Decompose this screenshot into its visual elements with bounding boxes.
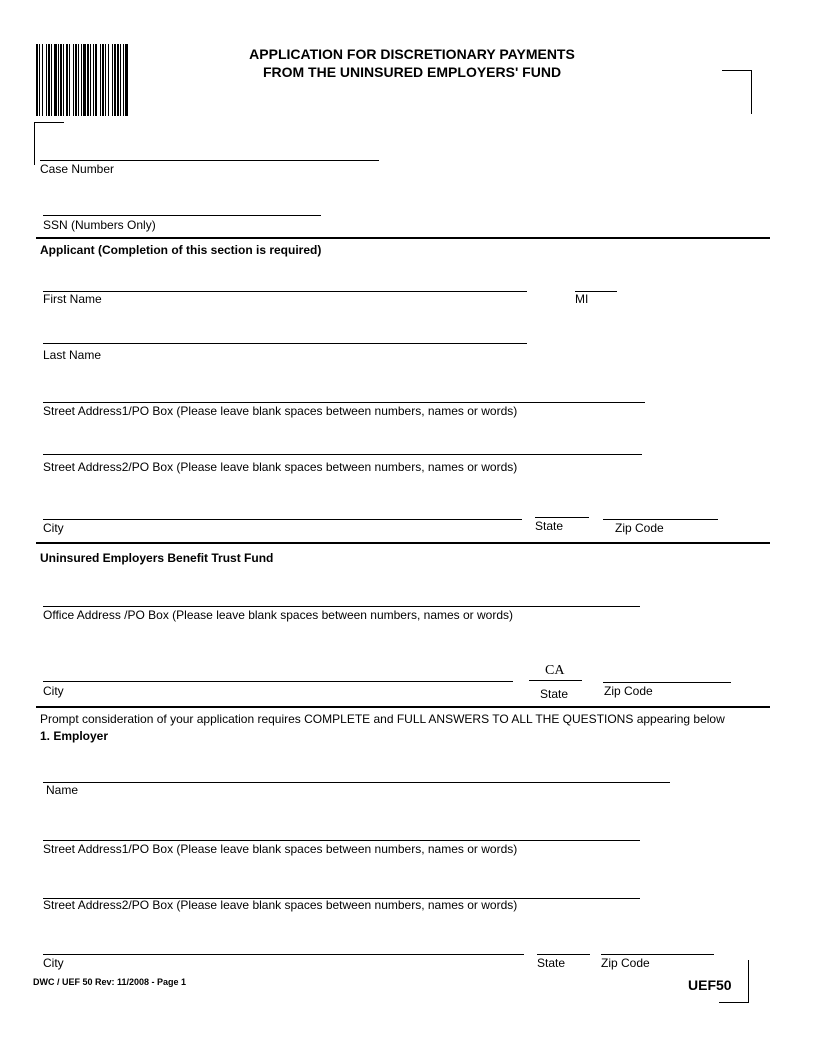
trust-city-field[interactable]: [43, 681, 513, 682]
barcode-bar: [69, 44, 70, 116]
ssn-label: SSN (Numbers Only): [43, 218, 156, 232]
trust-state-field[interactable]: [529, 680, 582, 681]
employer-name-label: Name: [46, 783, 79, 797]
applicant-heading: Applicant (Completion of this section is required): [40, 243, 322, 257]
barcode-bar: [58, 44, 59, 116]
barcode-bar: [95, 44, 97, 116]
barcode-bar: [117, 44, 119, 116]
barcode-bar: [87, 44, 89, 116]
barcode-bar: [46, 44, 47, 116]
employer-heading: 1. Employer: [40, 729, 109, 743]
employer-zip-label: Zip Code: [601, 956, 650, 970]
barcode-bar: [81, 44, 82, 116]
form-title-line2: FROM THE UNINSURED EMPLOYERS' FUND: [262, 64, 562, 80]
section-divider: [36, 237, 770, 239]
barcode-bar: [108, 44, 109, 116]
barcode-bar: [39, 44, 40, 116]
employer-zip-field[interactable]: [601, 954, 714, 955]
barcode-bar: [90, 44, 91, 116]
applicant-street1-field[interactable]: [43, 402, 645, 403]
last-name-label: Last Name: [43, 348, 102, 362]
form-revision-footer: DWC / UEF 50 Rev: 11/2008 - Page 1: [33, 977, 187, 987]
trust-city-label: City: [43, 684, 64, 698]
trust-zip-field[interactable]: [603, 682, 731, 683]
form-code: UEF50: [688, 977, 732, 993]
employer-state-field[interactable]: [537, 954, 590, 955]
applicant-zip-field[interactable]: [603, 519, 718, 520]
applicant-street1-label: Street Address1/PO Box (Please leave blank spaces between numbers, names or words): [43, 404, 518, 418]
barcode-bar: [54, 44, 57, 116]
applicant-street2-label: Street Address2/PO Box (Please leave blank spaces between numbers, names or words): [43, 460, 518, 474]
trust-state-label: State: [540, 687, 569, 701]
applicant-state-field[interactable]: [535, 517, 589, 518]
employer-city-label: City: [43, 956, 64, 970]
barcode-bar: [93, 44, 94, 116]
barcode-bar: [114, 44, 116, 116]
first-name-label: First Name: [43, 292, 102, 306]
barcode-bar: [75, 44, 77, 116]
employer-name-field[interactable]: [43, 782, 670, 783]
trust-state-value: CA: [545, 663, 565, 678]
case-number-label: Case Number: [40, 162, 115, 176]
trust-zip-label: Zip Code: [604, 684, 653, 698]
barcode-bar: [42, 44, 43, 116]
barcode-bar: [83, 44, 86, 116]
middle-initial-label: MI: [575, 292, 589, 306]
registration-corner-icon: [722, 70, 752, 114]
applicant-street2-field[interactable]: [43, 454, 642, 455]
barcode-bar: [120, 44, 121, 116]
barcode-bar: [125, 44, 128, 116]
barcode-bar: [112, 44, 113, 116]
barcode-bar: [60, 44, 62, 116]
barcode-bar: [100, 44, 101, 116]
barcode-bar: [105, 44, 106, 116]
registration-corner-icon: [719, 960, 749, 1003]
ssn-field[interactable]: [43, 215, 321, 216]
barcode-bar: [123, 44, 124, 116]
employer-street2-label: Street Address2/PO Box (Please leave blank spaces between numbers, names or words): [43, 898, 518, 912]
applicant-city-field[interactable]: [43, 519, 522, 520]
trust-fund-heading: Uninsured Employers Benefit Trust Fund: [40, 551, 274, 565]
employer-state-label: State: [537, 956, 566, 970]
instructions-text: Prompt consideration of your application requires COMPLETE and FULL ANSWERS TO ALL THE QUESTIONS appearing below: [40, 712, 725, 726]
case-number-field[interactable]: [40, 160, 379, 161]
barcode-bar: [78, 44, 79, 116]
section-divider: [36, 706, 770, 708]
applicant-city-label: City: [43, 521, 64, 535]
barcode-bar: [63, 44, 64, 116]
applicant-state-label: State: [535, 519, 564, 533]
barcode-bar: [48, 44, 50, 116]
office-address-label: Office Address /PO Box (Please leave blank spaces between numbers, names or words): [43, 608, 514, 622]
barcode-bar: [36, 44, 38, 116]
form-title-line1: APPLICATION FOR DISCRETIONARY PAYMENTS: [249, 46, 575, 62]
employer-street1-label: Street Address1/PO Box (Please leave blank spaces between numbers, names or words): [43, 842, 518, 856]
barcode-bar: [102, 44, 104, 116]
last-name-field[interactable]: [43, 343, 527, 344]
barcode-bar: [66, 44, 68, 116]
office-address-field[interactable]: [43, 606, 640, 607]
employer-city-field[interactable]: [43, 954, 524, 955]
barcode-bar: [73, 44, 74, 116]
barcode-bar: [51, 44, 52, 116]
registration-corner-icon: [34, 122, 64, 165]
barcode-icon: [36, 44, 198, 116]
first-name-field[interactable]: [43, 291, 527, 292]
applicant-zip-label: Zip Code: [615, 521, 664, 535]
employer-street1-field[interactable]: [43, 840, 640, 841]
section-divider: [36, 542, 770, 544]
